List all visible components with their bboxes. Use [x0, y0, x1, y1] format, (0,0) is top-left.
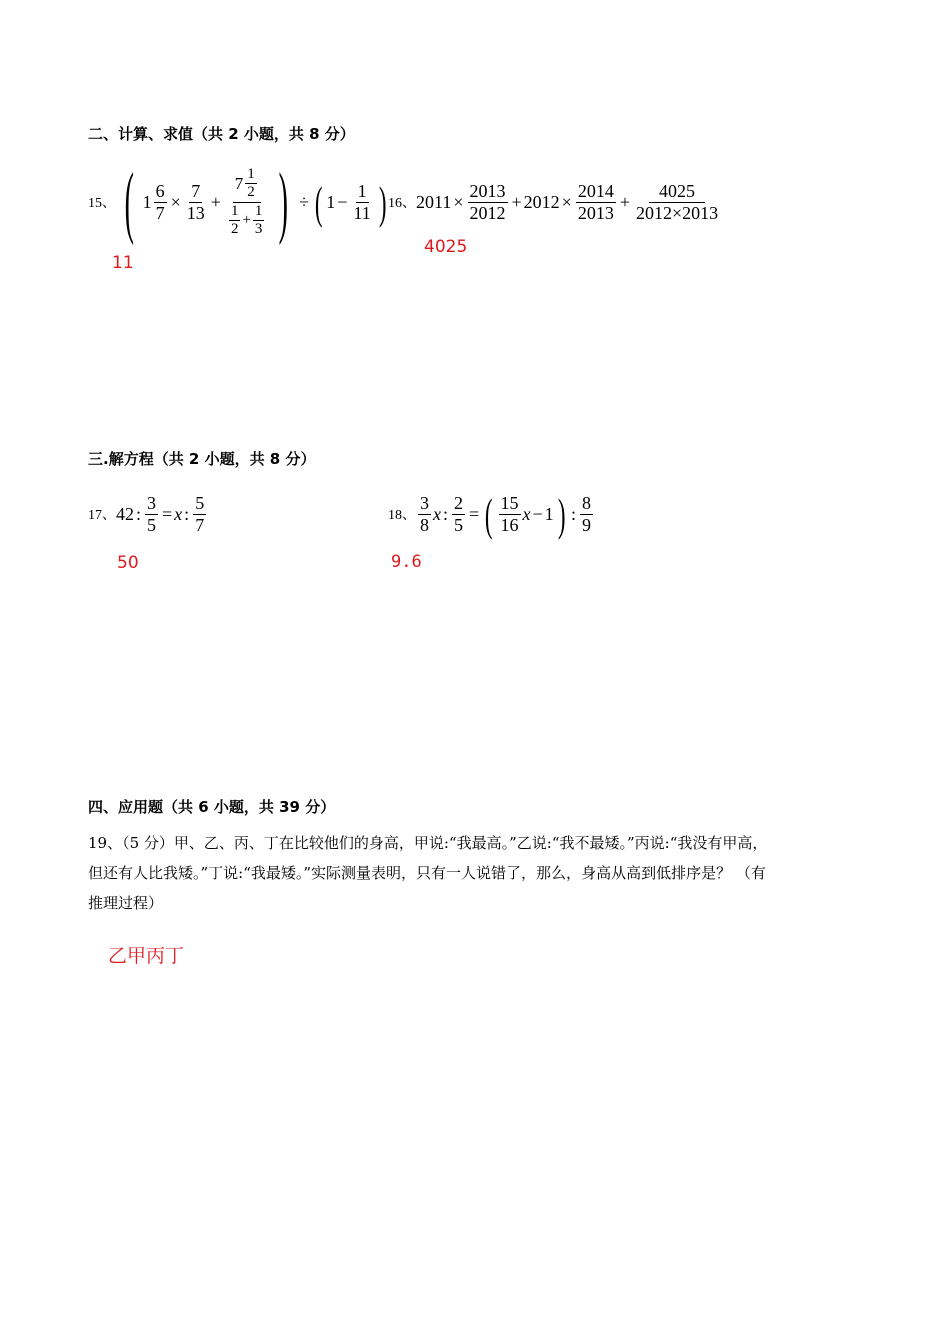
q18-frac-3: $\frac{15}{16}$ [500, 492, 519, 535]
q17-number: 17、 [88, 508, 116, 523]
q17-frac-1: $\frac{3}{5}$ [147, 492, 157, 535]
q16-answer: 4025 [424, 237, 468, 257]
q15-number: 15、 [88, 196, 116, 211]
q15-frac-3: $\frac{1}{11}$ [353, 180, 371, 223]
section4-heading: 四、应用题（共 6 小题，共 39 分） [88, 798, 336, 816]
section3-heading: 三.解方程（共 2 小题，共 8 分） [88, 450, 316, 468]
q16-number: 16、 [388, 196, 416, 211]
question-17: 17、 42 : $\frac{3}{5}$ = x : $\frac{5}{7}$ [88, 492, 205, 535]
q15-right-paren: ) [279, 157, 289, 246]
q16-frac-1: $\frac{2013}{2012}$ [469, 180, 506, 223]
q15-whole: 1 [142, 191, 152, 212]
q15-left-paren: ( [124, 157, 134, 246]
q15-frac-1: $\frac{6}{7}$ [155, 180, 165, 223]
q18-frac-2: $\frac{2}{5}$ [454, 492, 464, 535]
q19-answer: 乙甲丙丁 [108, 945, 185, 967]
q15-answer: 11 [112, 253, 134, 273]
question-16: 16、 2011 × $\frac{2013}{2012}$ + 2012 × $\frac{2014}{2013}$ + $\frac{4025}{2012\times 2013}$ [388, 180, 719, 223]
q19-line-1: 19、（5 分）甲、乙、丙、丁在比较他们的身高，甲说:“我最高。”乙说:“我不最矮。”丙说:“我没有甲高， [88, 834, 768, 852]
q18-answer: 9.6 [391, 552, 422, 572]
q17-answer: 50 [117, 553, 139, 573]
question-18: 18、 $\frac{3}{8}$ x : $\frac{2}{5}$ = ( $\frac{15}{16}$ x − 1 ) : $\frac{8}{9}$ [388, 488, 591, 540]
q16-frac-2: $\frac{2014}{2013}$ [577, 180, 614, 223]
q18-frac-4: $\frac{8}{9}$ [582, 492, 591, 535]
q18-frac-1: $\frac{3}{8}$ [420, 492, 429, 535]
q16-frac-3: $\frac{4025}{2012\times 2013}$ [635, 180, 719, 223]
q19-line-2: 但还有人比我矮。”丁说:“我最矮。”实际测量表明，只有一人说错了，那么，身高从高到低排序是？ （有 [88, 864, 766, 882]
q17-frac-2: $\frac{5}{7}$ [195, 492, 205, 535]
q15-frac-2: $\frac{7}{13}$ [186, 180, 205, 223]
question-19 [88, 828, 878, 918]
section2-heading: 二、计算、求值（共 2 小题，共 8 分） [88, 125, 355, 143]
q19-line-3: 推理过程） [88, 894, 164, 912]
question-15: 15、 ( 1 $\frac{6}{7}$ × $\frac{7}{13}$ + 7 $\frac{1}{2}$ $\frac{1}{2}$ + $\frac{1}{3}$ ) ÷ ( 1 − $\frac{1}{11}$ ) [88, 157, 387, 246]
q18-number: 18、 [388, 508, 416, 523]
q15-complex-frac: 7 $\frac{1}{2}$ $\frac{1}{2}$ + $\frac{1}{3}$ [230, 166, 263, 237]
